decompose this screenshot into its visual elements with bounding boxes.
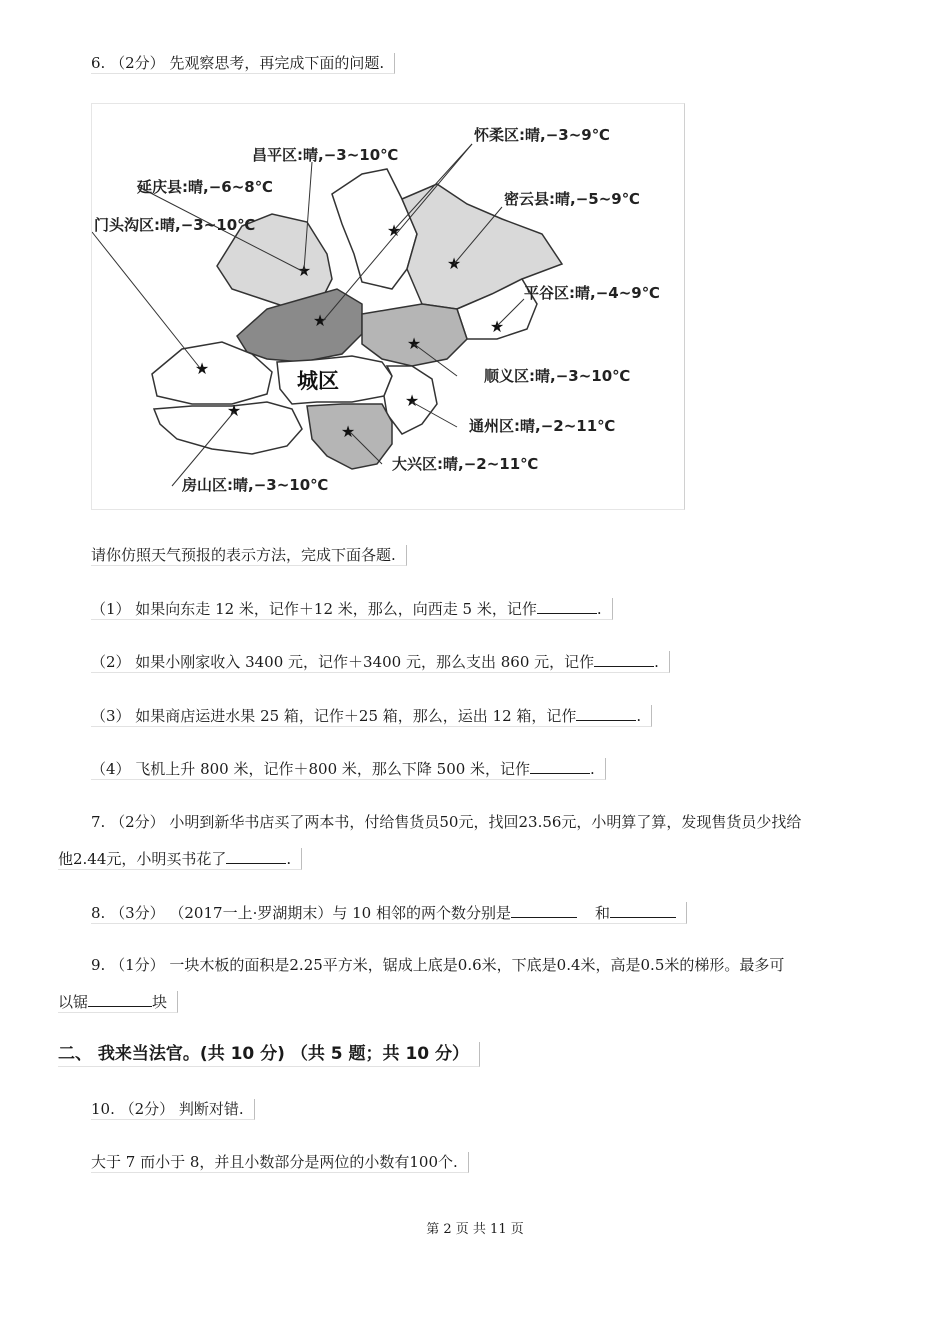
q6-item-4-text: （4） 飞机上升 800 米，记作＋800 米，那么下降 500 米，记作 (91, 760, 531, 778)
q8-mid: 和 (594, 904, 610, 922)
q8-blank-2[interactable] (610, 902, 676, 918)
svg-text:★: ★ (296, 261, 312, 280)
svg-text:★: ★ (446, 254, 462, 273)
q6-item-4-blank[interactable] (530, 758, 590, 774)
section-2-title: 二、 我来当法官。(共 10 分) （共 5 题；共 10 分） (58, 1042, 480, 1067)
q8-text: 8. （3分） （2017一上·罗湖期末）与 10 相邻的两个数分别是 (91, 904, 511, 922)
q7-line2-text: 他2.44元，小明买书花了 (58, 850, 227, 868)
svg-text:★: ★ (340, 422, 356, 441)
q6-item-2-end: . (654, 653, 659, 671)
svg-text:★: ★ (386, 221, 402, 240)
q6-item-1-text: （1） 如果向东走 12 米，记作＋12 米，那么，向西走 5 米，记作 (91, 600, 537, 618)
q6-item-1-blank[interactable] (537, 598, 597, 614)
map-canvas (92, 104, 684, 509)
q6-item-1 (91, 598, 613, 620)
q7-line2 (58, 848, 302, 870)
label-city-center: 城区 (297, 369, 339, 393)
region-changping (237, 289, 362, 362)
label-fangshan: 房山区:晴,−3~10℃ (182, 476, 329, 494)
q7-line1: 7. （2分） 小明到新华书店买了两本书，付给售货员50元，找回23.56元，小明算了算，发现售货员少找给 (91, 813, 802, 831)
q6-item-4 (91, 758, 606, 780)
q9-line1: 9. （1分） 一块木板的面积是2.25平方米，锯成上底是0.6米，下底是0.4米，高是0.5米的梯形。最多可 (91, 956, 785, 974)
q9-blank[interactable] (88, 991, 152, 1007)
beijing-weather-map (91, 103, 685, 510)
label-changping: 昌平区:晴,−3~10℃ (252, 146, 399, 164)
q6-item-3-end: . (636, 707, 642, 725)
q6-item-3 (91, 705, 652, 727)
q9-line2-text: 以锯 (58, 993, 89, 1011)
region-huairou (332, 169, 417, 289)
label-daxing: 大兴区:晴,−2~11℃ (392, 455, 539, 473)
q10-statement: 大于 7 而小于 8，并且小数部分是两位的小数有100个. (91, 1152, 469, 1173)
svg-text:★: ★ (406, 334, 422, 353)
label-shunyi: 顺义区:晴,−3~10℃ (484, 367, 631, 385)
svg-text:★: ★ (489, 317, 505, 336)
q8-line (91, 902, 687, 924)
svg-text:★: ★ (226, 401, 242, 420)
q6-item-2 (91, 651, 670, 673)
q6-item-2-text: （2） 如果小刚家收入 3400 元，记作＋3400 元，那么支出 860 元，记作 (91, 653, 595, 671)
q6-item-3-text: （3） 如果商店运进水果 25 箱，记作＋25 箱，那么，运出 12 箱，记作 (91, 707, 577, 725)
q6-item-1-end: . (596, 600, 602, 618)
label-huairou: 怀柔区:晴,−3~9℃ (474, 126, 610, 144)
q7-end: . (286, 850, 292, 868)
label-pinggu: 平谷区:晴,−4~9℃ (524, 284, 660, 302)
q6-item-4-end: . (590, 760, 595, 778)
svg-text:★: ★ (194, 359, 210, 378)
q9-line2 (58, 991, 178, 1013)
q6-item-3-blank[interactable] (576, 705, 636, 721)
q10-header: 10. （2分） 判断对错. (91, 1099, 255, 1120)
q9-end: 块 (152, 993, 168, 1011)
svg-text:★: ★ (404, 391, 420, 410)
svg-text:★: ★ (312, 311, 328, 330)
q7-blank[interactable] (226, 848, 286, 864)
label-miyun: 密云县:晴,−5~9℃ (504, 190, 640, 208)
label-tongzhou: 通州区:晴,−2~11℃ (469, 417, 616, 435)
q6-item-2-blank[interactable] (594, 651, 654, 667)
page-footer: 第 2 页 共 11 页 (426, 1222, 524, 1237)
q6-header: 6. （2分） 先观察思考，再完成下面的问题. (91, 53, 395, 74)
label-mentougou: 门头沟区:晴,−3~10℃ (94, 216, 256, 234)
q6-instruction: 请你仿照天气预报的表示方法，完成下面各题. (91, 545, 407, 566)
label-yanqing: 延庆县:晴,−6~8℃ (137, 178, 273, 196)
q8-blank-1[interactable] (511, 902, 577, 918)
